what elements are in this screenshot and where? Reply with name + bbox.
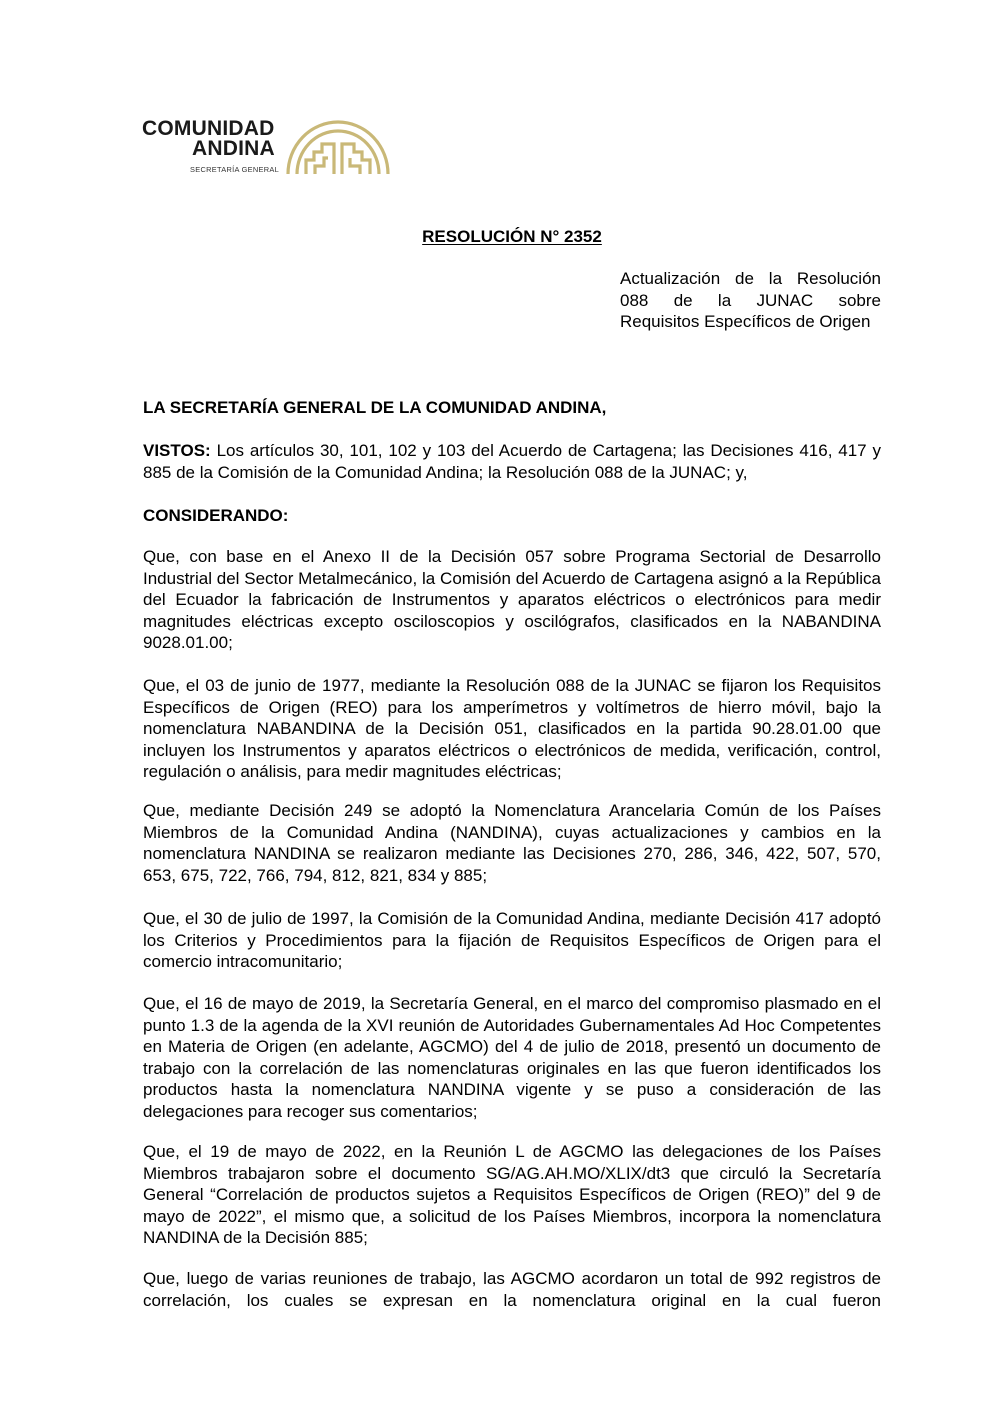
considerando-paragraph-4: Que, el 30 de julio de 1997, la Comisión de la Comunidad Andina, mediante Decisión 417 adoptó los Criterios y Procedimientos para la fijación de Requisitos Específicos de Origen para el comercio intracomunitario; — [143, 909, 881, 971]
comunidad-andina-logo — [142, 116, 402, 180]
logo-text-andina: ANDINA — [192, 137, 275, 160]
issuing-authority: LA SECRETARÍA GENERAL DE LA COMUNIDAD ANDINA, — [143, 398, 607, 417]
considerando-paragraph-5: Que, el 16 de mayo de 2019, la Secretaría General, en el marco del compromiso plasmado en el punto 1.3 de la agenda de la XVI reunión de Autoridades Gubernamentales Ad Hoc Competentes en Materia de Origen (en adelante, AGCMO) del 4 de julio de 2018, presentó un documento de trabajo con la correlación de las nomenclaturas originales en las que fueron identificados los productos hasta la nomenclatura NANDINA vigente y se puso a consideración de las delegaciones para recoger sus comentarios; — [143, 994, 881, 1121]
logo-subtitle: SECRETARÍA GENERAL — [190, 165, 280, 174]
considerando-paragraph-1: Que, con base en el Anexo II de la Decisión 057 sobre Programa Sectorial de Desarrollo Industrial del Sector Metalmecánico, la Comisión del Acuerdo de Cartagena asignó a la República del Ecuador la fabricación de Instrumentos y aparatos eléctricos o electrónicos para medir magnitudes eléctricas excepto osciloscopios y oscilógrafos, clasificados en la NABANDINA 9028.01.00; — [143, 547, 881, 652]
considerando-heading: CONSIDERANDO: — [143, 506, 289, 525]
vistos-paragraph — [143, 440, 881, 483]
considerando-paragraph-2: Que, el 03 de junio de 1977, mediante la Resolución 088 de la JUNAC se fijaron los Requisitos Específicos de Origen (REO) para los amperímetros y voltímetros de hierro móvil, bajo la nomenclatura NABANDINA de la Decisión 051, clasificados en la partida 90.28.01.00 que incluyen los Instrumentos y aparatos eléctricos o electrónicos de medida, verificación, control, regulación o análisis, para medir magnitudes eléctricas; — [143, 676, 881, 781]
logo-text-comunidad: COMUNIDAD — [142, 117, 275, 140]
andean-arch-emblem-icon — [284, 116, 392, 176]
resolution-title — [0, 226, 1000, 248]
vistos-text: Los artículos 30, 101, 102 y 103 del Acuerdo de Cartagena; las Decisiones 416, 417 y 885 de la Comisión de la Comunidad Andina; la Resolución 088 de la JUNAC; y, — [143, 441, 881, 482]
resolution-number: RESOLUCIÓN N° 2352 — [422, 227, 602, 246]
resolution-subject: Actualización de la Resolución 088 de la JUNAC sobre Requisitos Específicos de Origen — [620, 269, 881, 331]
considerando-paragraph-7: Que, luego de varias reuniones de trabajo, las AGCMO acordaron un total de 992 registros de correlación, los cuales se expresan en la nomenclatura original en la cual fueron — [143, 1269, 881, 1310]
considerando-paragraph-6: Que, el 19 de mayo de 2022, en la Reunión L de AGCMO las delegaciones de los Países Miembros trabajaron sobre el documento SG/AG.AH.MO/XLIX/dt3 que circuló la Secretaría General “Correlación de productos sujetos a Requisitos Específicos de Origen (REO)” del 9 de mayo de 2022”, el mismo que, a solicitud de los Países Miembros, incorpora la nomenclatura NANDINA de la Decisión 885; — [143, 1142, 881, 1247]
vistos-label: VISTOS: — [143, 441, 211, 460]
considerando-paragraph-3: Que, mediante Decisión 249 se adoptó la Nomenclatura Arancelaria Común de los Países Miembros de la Comunidad Andina (NANDINA), cuyas actualizaciones y cambios en la nomenclatura NANDINA se realizaron mediante las Decisiones 270, 286, 346, 422, 507, 570, 653, 675, 722, 766, 794, 812, 821, 834 y 885; — [143, 801, 881, 885]
